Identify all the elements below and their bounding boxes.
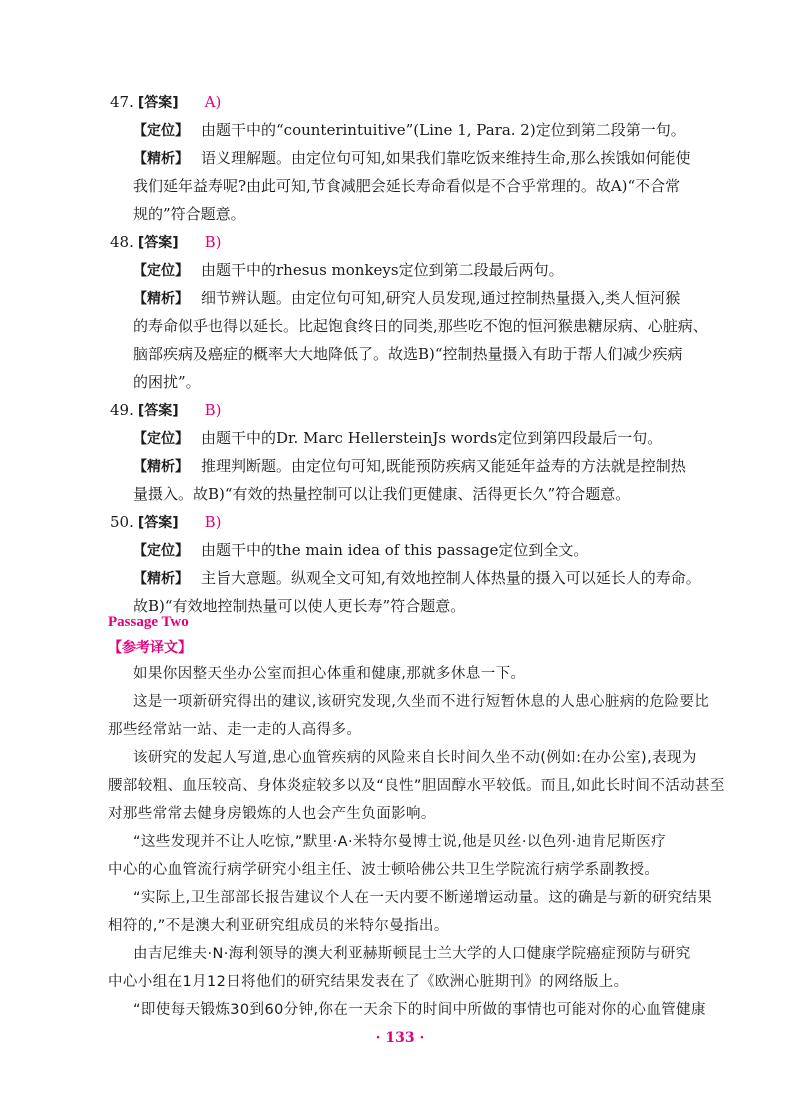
- answer-49-analysis: [133, 456, 686, 477]
- answer-tag: [答案]: [137, 235, 179, 251]
- reference-translation-label: 【参考译文】: [108, 640, 192, 656]
- answer-47-header: [110, 92, 221, 113]
- question-number: 49.: [110, 401, 134, 419]
- answer-tag: [答案]: [137, 95, 179, 111]
- locate-text: 由题干中的rhesus monkeys定位到第二段最后两句。: [201, 261, 564, 279]
- locate-tag: 【定位】: [133, 431, 189, 447]
- locate-tag: 【定位】: [133, 263, 189, 279]
- analysis-line: 规的”符合题意。: [133, 205, 246, 223]
- question-number: 50.: [110, 513, 134, 531]
- answer-50-analysis: [133, 568, 701, 589]
- answer-48-analysis: [133, 288, 680, 309]
- question-number: 48.: [110, 233, 134, 251]
- translation-line: 由吉尼维夫·N·海利领导的澳大利亚赫斯顿昆士兰大学的人口健康学院癌症预防与研究: [133, 946, 691, 962]
- analysis-line: 量摄入。故B)“有效的热量控制可以让我们更健康、活得更长久”符合题意。: [133, 485, 631, 503]
- analysis-line: 的寿命似乎也得以延长。比起饱食终日的同类,那些吃不饱的恒河猴患糖尿病、心脏病、: [133, 317, 708, 335]
- passage-title: Passage Two: [108, 614, 189, 630]
- analysis-tag: 【精析】: [133, 571, 189, 587]
- locate-text: 由题干中的the main idea of this passage定位到全文。: [201, 541, 589, 559]
- analysis-line: 我们延年益寿呢?由此可知,节食减肥会延长寿命看似是不合乎常理的。故A)“不合常: [133, 177, 681, 195]
- analysis-line: 语义理解题。由定位句可知,如果我们靠吃饭来维持生命,那么挨饿如何能使: [201, 149, 691, 167]
- analysis-line: 推理判断题。由定位句可知,既能预防疾病又能延年益寿的方法就是控制热: [201, 457, 686, 475]
- translation-line: 对那些常常去健身房锻炼的人也会产生负面影响。: [108, 806, 436, 822]
- translation-line: “即使每天锻炼30到60分钟,你在一天余下的时间中所做的事情也可能对你的心血管健康: [133, 1002, 706, 1018]
- analysis-line: 的困扰”。: [133, 373, 201, 391]
- translation-line: 相符的,”不是澳大利亚研究组成员的米特尔曼指出。: [108, 918, 449, 934]
- answer-47-locate: [133, 120, 686, 141]
- answer-50-header: [110, 512, 222, 533]
- locate-text: 由题干中的“counterintuitive”(Line 1, Para. 2)定位到第二段第一句。: [201, 121, 686, 139]
- translation-line: “实际上,卫生部部长报告建议个人在一天内要不断递增运动量。这的确是与新的研究结果: [133, 890, 713, 906]
- translation-line: “这些发现并不让人吃惊,”默里·A·米特尔曼博士说,他是贝丝·以色列·迪肯尼斯医疗: [133, 834, 666, 850]
- answer-47-analysis: [133, 148, 691, 169]
- answer-48-locate: [133, 260, 564, 281]
- translation-line: 腰部较粗、血压较高、身体炎症较多以及“良性”胆固醇水平较低。而且,如此长时间不活动甚至: [108, 778, 725, 794]
- page-number: · 133 ·: [375, 1030, 425, 1046]
- analysis-tag: 【精析】: [133, 151, 189, 167]
- answer-50-locate: [133, 540, 588, 561]
- answer-letter: B): [204, 513, 222, 531]
- answer-letter: B): [204, 233, 222, 251]
- translation-line: 如果你因整天坐办公室而担心体重和健康,那就多休息一下。: [133, 666, 526, 682]
- answer-48-header: [110, 232, 222, 253]
- translation-line: 该研究的发起人写道,患心血管疾病的风险来自长时间久坐不动(例如:在办公室),表现为: [133, 750, 697, 766]
- translation-line: 这是一项新研究得出的建议,该研究发现,久坐而不进行短暂休息的人患心脏病的危险要比: [133, 694, 710, 710]
- translation-line: 那些经常站一站、走一走的人高得多。: [108, 722, 362, 738]
- answer-tag: [答案]: [137, 515, 179, 531]
- analysis-line: 脑部疾病及癌症的概率大大地降低了。故选B)“控制热量摄入有助于帮人们减少疾病: [133, 345, 683, 363]
- answer-letter: A): [204, 93, 222, 111]
- question-number: 47.: [110, 93, 134, 111]
- translation-line: 中心小组在1月12日将他们的研究结果发表在了《欧洲心脏期刊》的网络版上。: [108, 974, 629, 990]
- analysis-tag: 【精析】: [133, 291, 189, 307]
- locate-text: 由题干中的Dr. Marc HellersteinJs words定位到第四段最后一句。: [201, 429, 663, 447]
- answer-letter: B): [204, 401, 222, 419]
- translation-line: 中心的心血管流行病学研究小组主任、波士顿哈佛公共卫生学院流行病学系副教授。: [108, 862, 660, 878]
- analysis-tag: 【精析】: [133, 459, 189, 475]
- analysis-line: 主旨大意题。纵观全文可知,有效地控制人体热量的摄入可以延长人的寿命。: [201, 569, 701, 587]
- answer-tag: [答案]: [137, 403, 179, 419]
- locate-tag: 【定位】: [133, 543, 189, 559]
- answer-49-locate: [133, 428, 662, 449]
- locate-tag: 【定位】: [133, 123, 189, 139]
- answer-49-header: [110, 400, 222, 421]
- analysis-line: 故B)“有效地控制热量可以使人更长寿”符合题意。: [133, 597, 466, 615]
- analysis-line: 细节辨认题。由定位句可知,研究人员发现,通过控制热量摄入,类人恒河猴: [201, 289, 681, 307]
